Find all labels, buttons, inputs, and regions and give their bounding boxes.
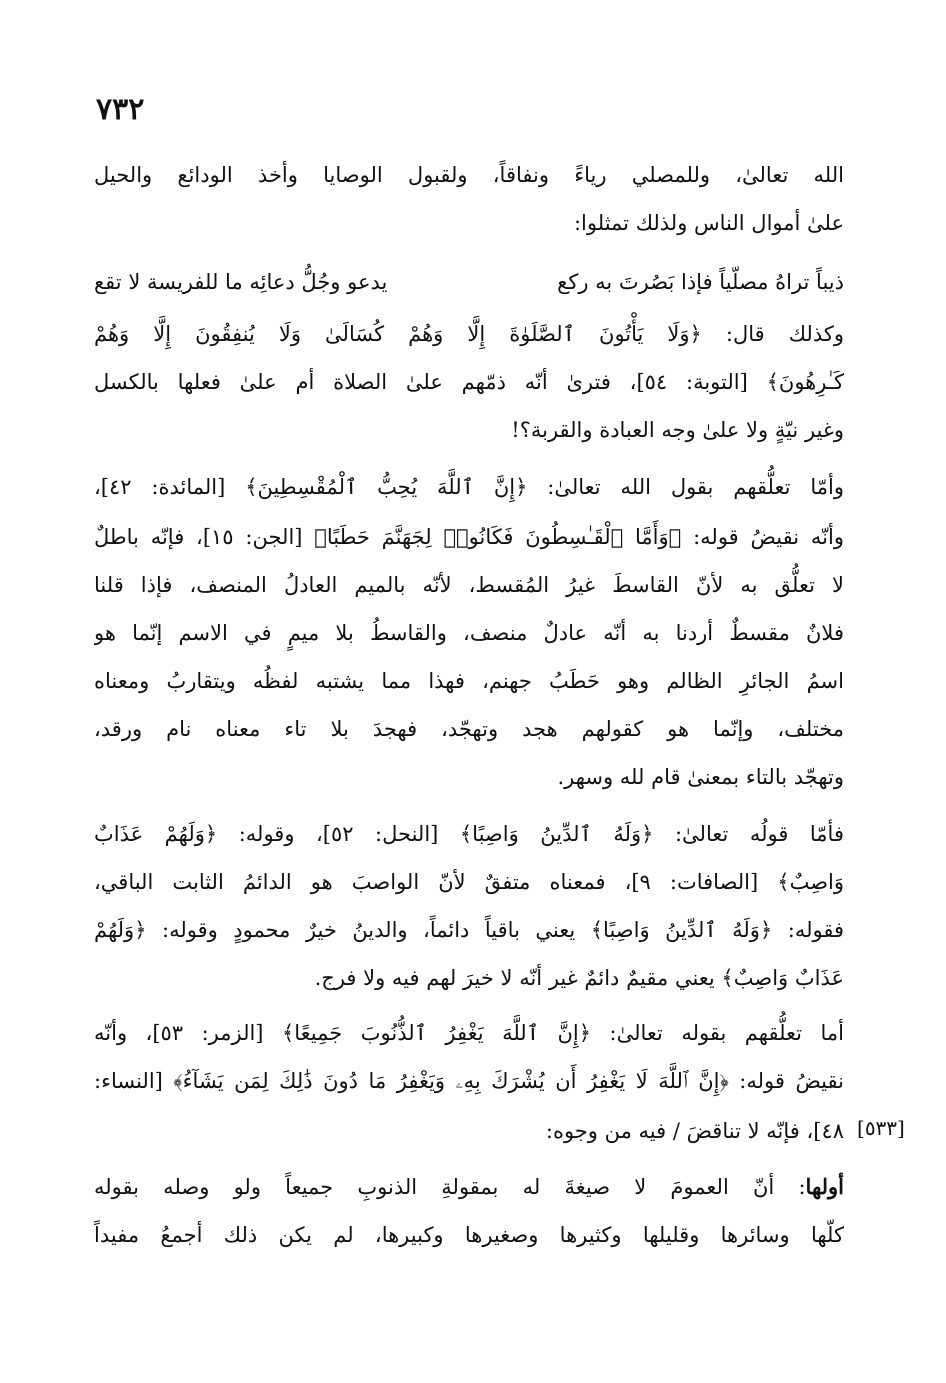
text-line: كَـٰرِهُونَ﴾ [التوبة: ٥٤]، فترىٰ أنّه ذمّهم علىٰ الصلاة أم علىٰ فعلها بالكسل xyxy=(94,370,844,394)
margin-page-reference: [٥٣٣] xyxy=(857,1116,905,1140)
text-line: فلانٌ مقسطٌ أردنا به أنّه عادلٌ منصف، والقاسطُ بلا ميمٍ في الاسم إنّما هو xyxy=(94,621,844,645)
text-line: أما تعلُّقهم بقوله تعالىٰ: ﴿إِنَّ ٱللَّهَ يَغْفِرُ ٱلذُّنُوبَ جَمِيعًا﴾ [الزمر: ٥٣]، وأنّه xyxy=(94,1021,844,1045)
text-line: علىٰ أموال الناس ولذلك تمثلوا: xyxy=(573,211,844,235)
text-line: لا تعلُّق به لأنّ القاسطَ غيرُ المُقسط، لأنّه بالميم العادلُ المنصف، فإذا قلنا xyxy=(94,573,844,597)
text-line: وأمّا تعلُّقهم بقول الله تعالىٰ: ﴿إِنَّ ٱللَّهَ يُحِبُّ ٱلْمُقْسِطِينَ﴾ [المائدة: ٤٢]، xyxy=(94,475,844,499)
text-line: فأمّا قولُه تعالىٰ: ﴿وَلَهُ ٱلدِّينُ وَاصِبًا﴾ [النحل: ٥٢]، وقوله: ﴿وَلَهُمْ عَذَابٌ xyxy=(94,822,844,846)
text-line: وأنّه نقيضُ قوله: ﴿وَأَمَّا ٱلْقَـٰسِطُونَ فَكَانُوا۟ لِجَهَنَّمَ حَطَبًا﴾ [الجن: ١٥]، فإنّه باطلٌ xyxy=(94,525,844,549)
text-line: الله تعالىٰ، وللمصلي رياءً ونفاقاً، ولقبول الوصايا وأخذ الودائع والحيل xyxy=(94,163,844,187)
text-line: وكذلك قال: ﴿وَلَا يَأْتُونَ ٱلصَّلَوٰةَ إِلَّا وَهُمْ كُسَالَىٰ وَلَا يُنفِقُونَ إِلَّا وَهُمْ xyxy=(94,322,844,346)
text-line xyxy=(94,1163,844,1211)
text-line: مختلف، وإنّما هو كقولهم هجد وتهجّد، فهجدَ بلا تاء معناه نام ورقد، xyxy=(94,717,844,741)
text-line: كلّها وسائرها وقليلها وكثيرها وصغيرها وكبيرها، لم يكن ذلك أجمعُ مفيداً xyxy=(94,1223,844,1247)
text-line: اسمُ الجائرِ الظالم وهو حَطَبُ جهنم، فهذا مما يشتبه لفظُه ويتقاربُ ومعناه xyxy=(94,669,844,693)
verse-second-hemistich: يدعو وجُلُّ دعائِه ما للفريسة لا تقع xyxy=(94,270,388,294)
verse-first-hemistich: ذيباً تراهُ مصلّياً فإذا بَصُرتَ به ركع xyxy=(557,270,844,294)
page-number: ٧٣٢ xyxy=(96,92,145,127)
text-line: وتهجّد بالتاء بمعنىٰ قام لله وسهر. xyxy=(557,765,844,789)
text-line: وغير نيّةٍ ولا علىٰ وجه العبادة والقربة؟! xyxy=(511,418,844,442)
text-line: ٤٨]، فإنّه لا تناقضَ / فيه من وجوه: xyxy=(545,1119,844,1143)
text-line: وَاصِبٌ﴾ [الصافات: ٩]، فمعناه متفقٌ لأنّ الواصبَ هو الدائمُ الثابت الباقي، xyxy=(94,870,844,894)
poetry-verse xyxy=(94,258,844,306)
text-line: عَذَابٌ وَاصِبٌ﴾ يعني مقيمٌ دائمٌ غير أنّه لا خيرَ لهم فيه ولا فرج. xyxy=(314,966,844,990)
text-line-rest: : أنّ العمومَ لا صيغةَ له بمقولةِ الذنوبِ جميعاً ولو وصله بقوله xyxy=(94,1175,806,1199)
text-line: نقيضُ قوله: ﴿إِنَّ ٱللَّهَ لَا يَغْفِرُ أَن يُشْرَكَ بِهِۦ وَيَغْفِرُ مَا دُونَ ذَٰلِكَ لِمَن يَشَآءُ﴾ [النساء: xyxy=(94,1069,844,1093)
text-line: فقوله: ﴿وَلَهُ ٱلدِّينُ وَاصِبًا﴾ يعني باقياً دائماً، والدينُ خيرٌ محمودٍ وقوله: ﴿وَلَهُمْ xyxy=(94,918,844,942)
lead-word: أولها xyxy=(805,1174,844,1199)
